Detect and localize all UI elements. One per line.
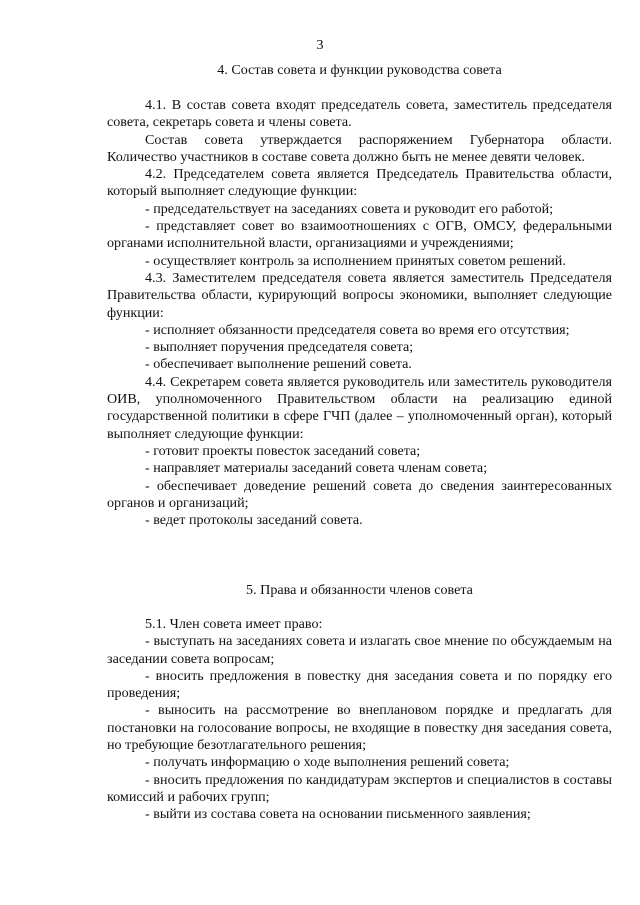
section-5-heading: 5. Права и обязанности членов совета	[246, 582, 473, 598]
section-4-heading: 4. Состав совета и функции руководства совета	[217, 62, 502, 78]
section-5-body	[107, 616, 612, 824]
list-item: - ведет протоколы заседаний совета.	[145, 512, 363, 529]
list-item: - получать информацию о ходе выполнения решений совета;	[145, 754, 510, 771]
list-item: - исполняет обязанности председателя совета во время его отсутствия;	[145, 321, 570, 338]
list-item: - выступать на заседаниях совета и излагать свое мнение по обсуждаемым на заседании совета вопросам;	[107, 633, 612, 667]
paragraph-4-3: 4.3. Заместителем председателя совета является заместитель Председателя Правительства области, курирующий вопросы экономики, выполняет следующие функции:	[107, 269, 612, 321]
page-number: 3	[316, 37, 324, 53]
paragraph-4-1: 4.1. В состав совета входят председатель совета, заместитель председателя совета, секретарь совета и члены совета.	[107, 97, 612, 131]
section-4-body	[107, 97, 612, 529]
list-item: - выносить на рассмотрение во внеплановом порядке и предлагать для постановки на голосование вопросы, не входящие в повестку дня заседания совета, но требующие безотлагательного решения;	[107, 702, 612, 754]
list-item: - направляет материалы заседаний совета членам совета;	[145, 460, 488, 477]
list-item: - обеспечивает доведение решений совета до сведения заинтересованных органов и организаций;	[107, 477, 612, 511]
paragraph-4-2: 4.2. Председателем совета является Председатель Правительства области, который выполняет следующие функции:	[107, 166, 612, 200]
list-item: - готовит проекты повесток заседаний совета;	[145, 442, 421, 459]
list-item: - выполняет поручения председателя совета;	[145, 339, 414, 356]
list-item: - осуществляет контроль за исполнением принятых советом решений.	[145, 252, 566, 269]
list-item: - представляет совет во взаимоотношениях с ОГВ, ОМСУ, федеральными органами исполнительной власти, организациями и учреждениями;	[107, 218, 612, 252]
list-item: - вносить предложения в повестку дня заседания совета и по порядку его проведения;	[107, 667, 612, 702]
list-item: - обеспечивает выполнение решений совета.	[145, 356, 412, 373]
paragraph-5-1: 5.1. Член совета имеет право:	[145, 616, 323, 632]
paragraph-composition: Состав совета утверждается распоряжением Губернатора области. Количество участников в составе совета должно быть не менее девяти человек.	[107, 131, 612, 165]
list-item: - выйти из состава совета на основании письменного заявления;	[145, 806, 531, 823]
list-item: - вносить предложения по кандидатурам экспертов и специалистов в составы комиссий и рабочих групп;	[107, 771, 612, 805]
paragraph-4-4: 4.4. Секретарем совета является руководитель или заместитель руководителя ОИВ, уполномоченного Правительством области на реализацию единой государственной политики в сфере ГЧП (далее – уполномоченный орган), который выполняет следующие функции:	[107, 373, 612, 442]
list-item: - председательствует на заседаниях совета и руководит его работой;	[145, 200, 554, 217]
